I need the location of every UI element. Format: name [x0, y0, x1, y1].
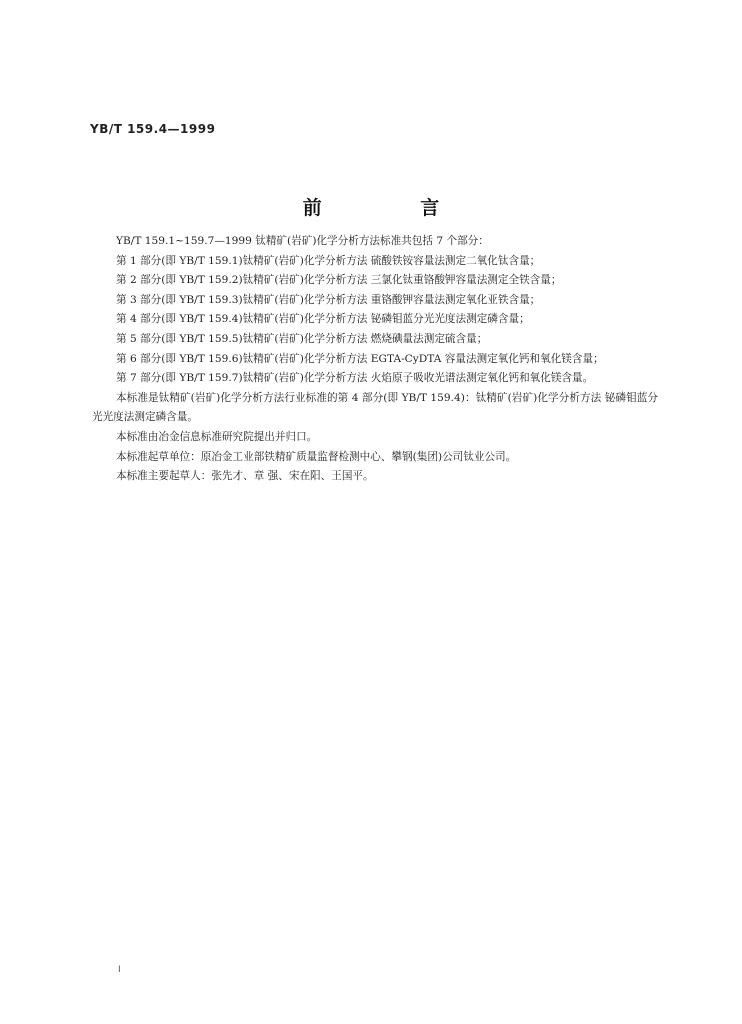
foreword-paragraph: 第 7 部分(即 YB/T 159.7)钛精矿(岩矿)化学分析方法 火焰原子吸收光谱法测定氧化钙和氧化镁含量。	[116, 372, 594, 385]
foreword-paragraph: 第 3 部分(即 YB/T 159.3)钛精矿(岩矿)化学分析方法 重铬酸钾容量法测定氧化亚铁含量；	[116, 293, 541, 306]
foreword-paragraph: 第 5 部分(即 YB/T 159.5)钛精矿(岩矿)化学分析方法 燃烧碘量法测定硫含量；	[116, 332, 488, 345]
foreword-paragraph: 第 1 部分(即 YB/T 159.1)钛精矿(岩矿)化学分析方法 硫酸铁铵容量法测定二氧化钛含量；	[116, 254, 541, 267]
page-title: 前 言	[302, 197, 486, 219]
foreword-paragraph: 第 4 部分(即 YB/T 159.4)钛精矿(岩矿)化学分析方法 铋磷钼蓝分光光度法测定磷含量；	[116, 313, 530, 326]
foreword-paragraph: 本标准主要起草人：张先才、章 强、宋在阳、王国平。	[116, 470, 374, 483]
foreword-body	[92, 232, 658, 487]
foreword-paragraph: 本标准起草单位：原冶金工业部铁精矿质量监督检测中心、攀钢(集团)公司钛业公司。	[116, 450, 517, 463]
page-number: I	[118, 965, 121, 975]
foreword-paragraph: YB/T 159.1~159.7—1999 钛精矿(岩矿)化学分析方法标准共包括 7 个部分：	[116, 235, 489, 247]
foreword-paragraph: 第 2 部分(即 YB/T 159.2)钛精矿(岩矿)化学分析方法 三氯化钛重铬酸钾容量法测定全铁含量；	[116, 274, 562, 287]
foreword-paragraph: 本标准由冶金信息标准研究院提出并归口。	[116, 430, 318, 443]
standard-code: YB/T 159.4—1999	[90, 122, 216, 136]
foreword-paragraph: 本标准是钛精矿(岩矿)化学分析方法行业标准的第 4 部分(即 YB/T 159.4)：钛精矿(岩矿)化学分析方法 铋磷钼蓝分光光度法测定磷含量。	[92, 391, 658, 424]
foreword-paragraph: 第 6 部分(即 YB/T 159.6)钛精矿(岩矿)化学分析方法 EGTA-CyDTA 容量法测定氧化钙和氧化镁含量；	[116, 352, 604, 365]
